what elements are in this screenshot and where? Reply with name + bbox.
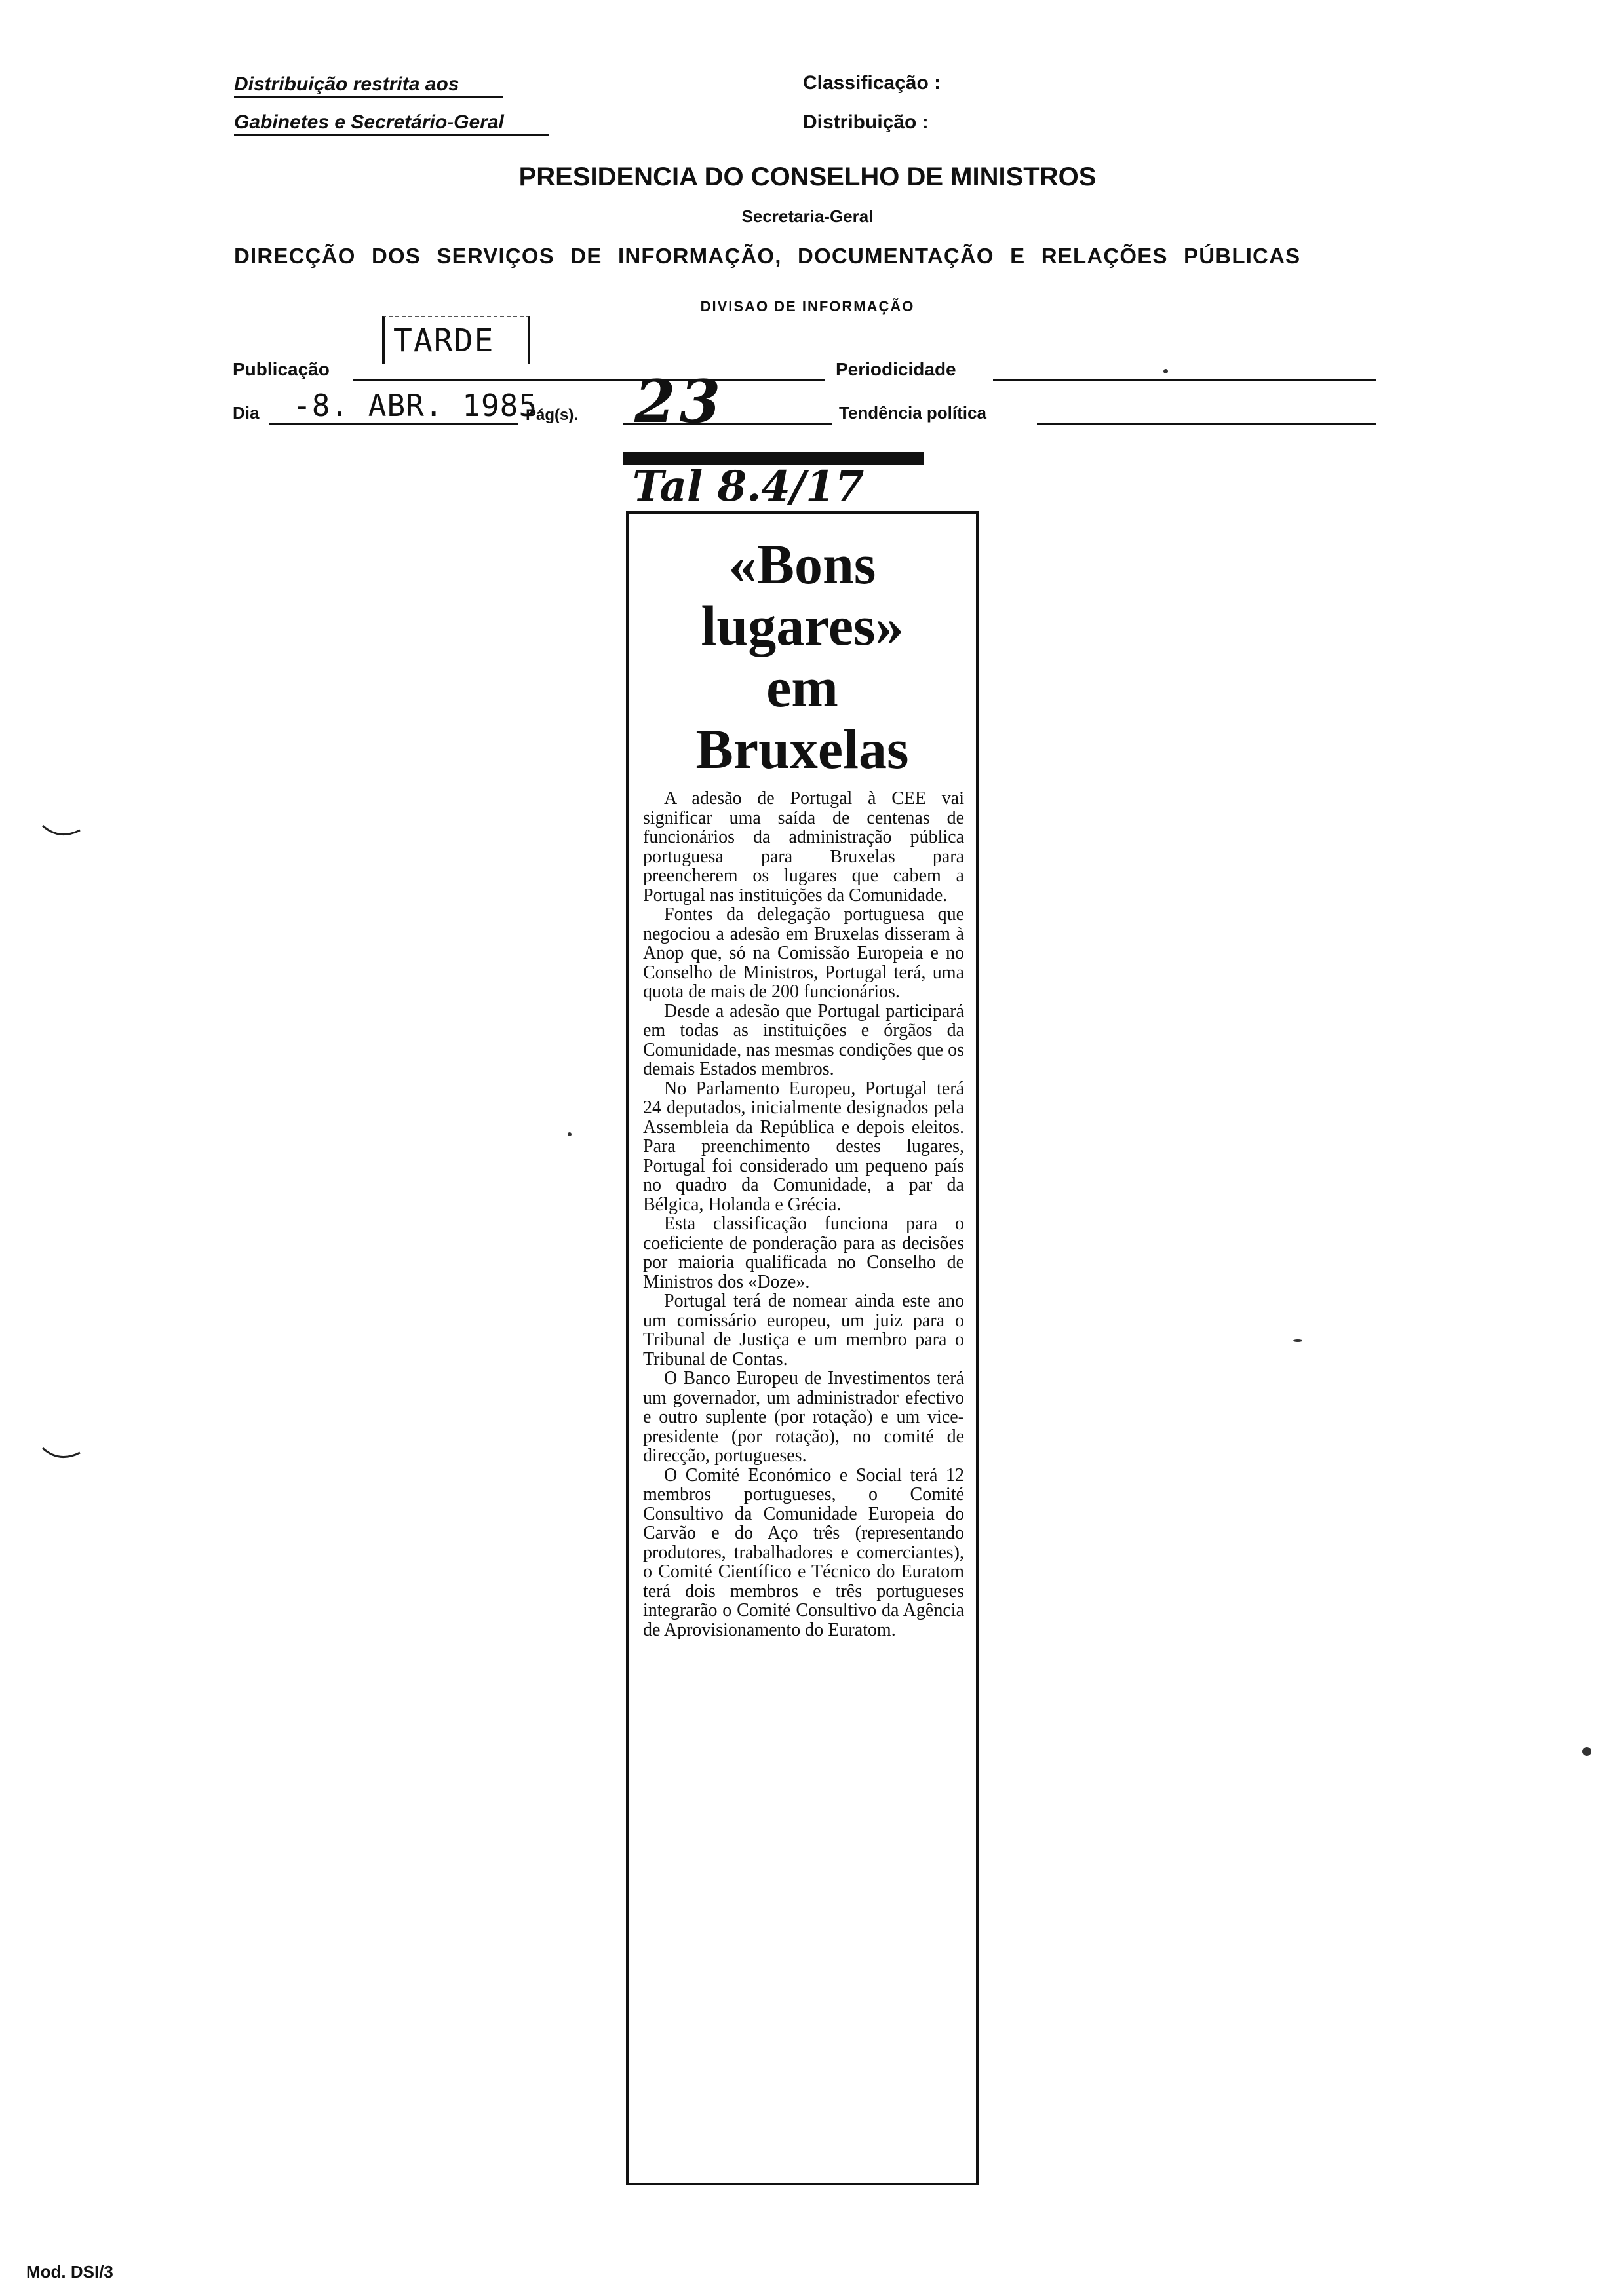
punch-hole-mark xyxy=(39,1445,85,1464)
article-title-line: Bruxelas xyxy=(695,718,909,780)
periodicity-label: Periodicidade xyxy=(836,359,956,379)
scan-speck xyxy=(1293,1339,1302,1342)
day-stamp: -8. ABR. 1985 xyxy=(293,388,538,423)
article-title xyxy=(629,533,976,780)
article-paragraph: Desde a adesão que Portugal participará em todas as instituições e órgãos da Comunidade, nas mesmas condições que os demais Estados membros. xyxy=(643,1001,964,1079)
article-paragraph: Fontes da delegação portuguesa que negociou a adesão em Bruxelas disseram à Anop que, só na Comissão Europeia e no Conselho de Ministros, Portugal terá, uma quota de mais de 200 funcionários. xyxy=(643,904,964,1002)
punch-hole-mark xyxy=(39,822,85,842)
article-paragraph: O Banco Europeu de Investimentos terá um governador, um administrador efectivo e outro suplente (por rotação) e um vice-presidente (por rotação), no comité de direcção, portugueses. xyxy=(643,1368,964,1466)
scan-speck xyxy=(1582,1747,1591,1756)
org-subtitle: Secretaria-Geral xyxy=(741,206,874,226)
article-title-line: em xyxy=(766,656,838,719)
restricted-distribution-line1: Distribuição restrita aos xyxy=(234,73,503,98)
publication-label: Publicação xyxy=(233,359,330,379)
article-title-line: lugares» xyxy=(701,594,904,657)
scan-speck xyxy=(1163,369,1168,373)
classification-label: Classificação : xyxy=(803,72,941,94)
article-paragraph: No Parlamento Europeu, Portugal terá 24 deputados, inicialmente designados pela Assembleia da República e depois eleitos. Para preenchimento destes lugares, Portugal foi considerado um pequeno país no quadro da Comunidade, a par da Bélgica, Holanda e Grécia. xyxy=(643,1078,964,1215)
article-body xyxy=(629,789,976,1639)
scan-speck xyxy=(568,1132,572,1136)
form-code: Mod. DSI/3 xyxy=(26,2262,113,2282)
restricted-distribution-line2: Gabinetes e Secretário-Geral xyxy=(234,111,549,136)
periodicity-line xyxy=(993,379,1376,381)
article-paragraph: Esta classificação funciona para o coeficiente de ponderação para as decisões por maioria qualificada no Conselho de Ministros dos «Doze». xyxy=(643,1214,964,1292)
org-title: PRESIDENCIA DO CONSELHO DE MINISTROS xyxy=(518,163,1097,191)
handwritten-reference: Tal 8.4/17 xyxy=(632,462,865,511)
division-title: DIVISAO DE INFORMAÇÃO xyxy=(700,298,915,315)
political-tendency-label: Tendência política xyxy=(839,403,986,423)
day-label: Dia xyxy=(233,403,260,423)
directorate-title: DIRECÇÃO DOS SERVIÇOS DE INFORMAÇÃO, DOCUMENTAÇÃO E RELAÇÕES PÚBLICAS xyxy=(234,244,1301,268)
distribution-label: Distribuição : xyxy=(803,111,929,133)
newspaper-clipping xyxy=(626,511,979,2185)
publication-line xyxy=(353,379,825,381)
publication-stamp: TARDE xyxy=(393,322,495,359)
pages-label: Pág(s). xyxy=(526,406,579,424)
article-title-line: «Bons xyxy=(728,533,876,596)
political-tendency-line xyxy=(1037,423,1376,425)
article-paragraph: A adesão de Portugal à CEE vai significar uma saída de centenas de funcionários da administração pública portuguesa para Bruxelas para preencherem os lugares que cabem a Portugal nas instituições da Comunidade. xyxy=(643,788,964,906)
article-paragraph: Portugal terá de nomear ainda este ano um comissário europeu, um juiz para o Tribunal de Justiça e um membro para o Tribunal de Contas. xyxy=(643,1291,964,1369)
article-paragraph: O Comité Económico e Social terá 12 membros portugueses, o Comité Consultivo da Comunidade Europeia do Carvão e do Aço três (representando produtores, trabalhadores e comerciantes), o Comité Científico e Técnico do Euratom terá dois membros e três portugueses integrarão o Comité Consultivo da Agência de Aprovisionamento do Euratom. xyxy=(643,1464,964,1640)
pages-handwritten: 23 xyxy=(634,367,725,436)
